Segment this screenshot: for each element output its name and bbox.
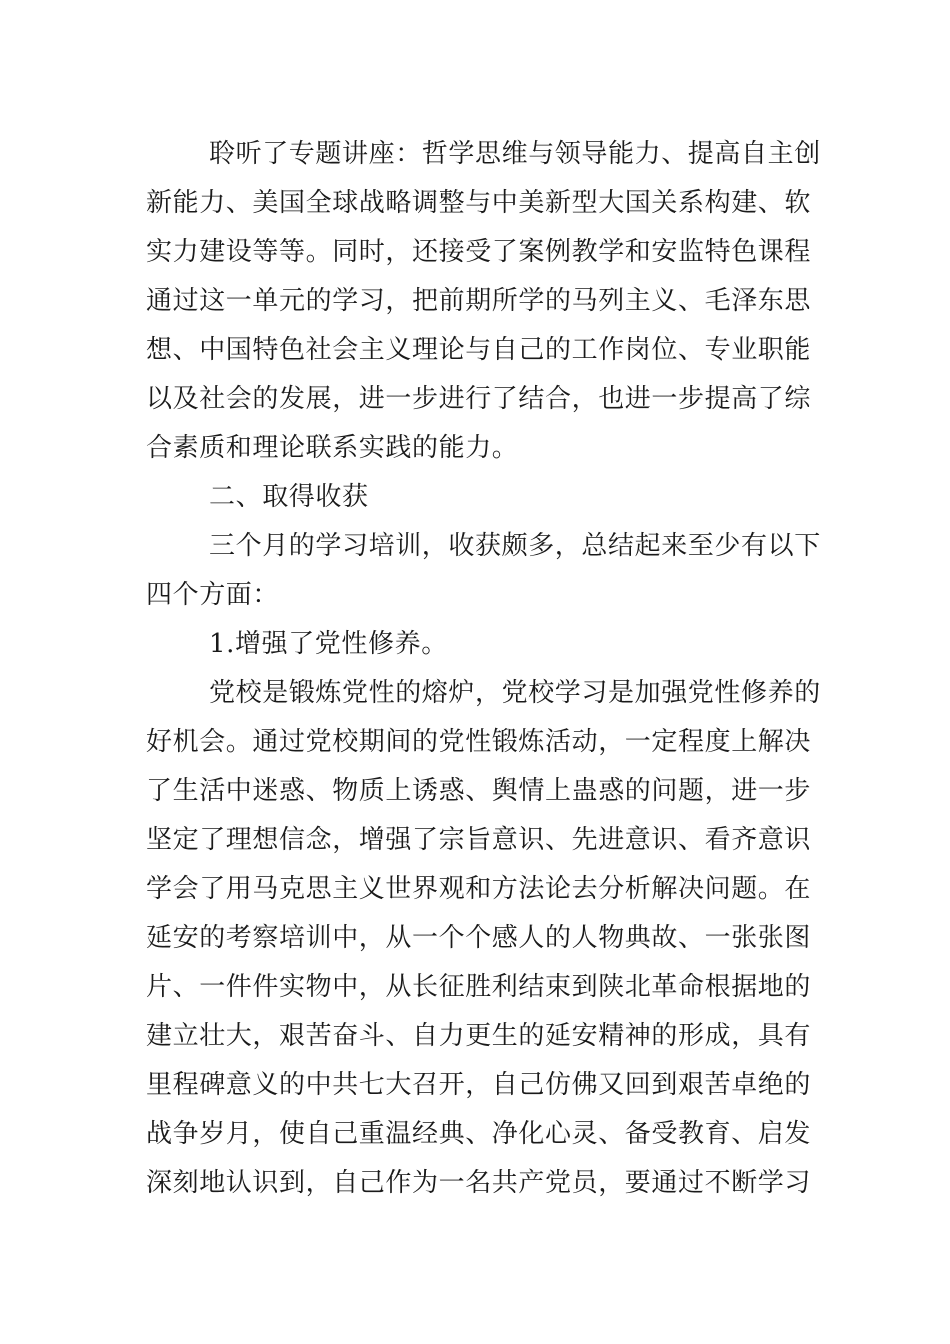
text-line: 新能力、美国全球战略调整与中美新型大国关系构建、软: [146, 188, 812, 218]
section-heading: 二、取得收获: [209, 482, 369, 512]
text-line: 里程碑意义的中共七大召开，自己仿佛又回到艰苦卓绝的: [146, 1070, 812, 1100]
text-line: 合素质和理论联系实践的能力。: [146, 433, 519, 463]
text-line: 党校是锻炼党性的熔炉，党校学习是加强党性修养的: [209, 678, 821, 708]
text-line: 通过这一单元的学习，把前期所学的马列主义、毛泽东思: [146, 286, 812, 316]
text-line: 建立壮大，艰苦奋斗、自力更生的延安精神的形成，具有: [146, 1021, 812, 1051]
text-line: 坚定了理想信念，增强了宗旨意识、先进意识、看齐意识: [146, 825, 812, 855]
text-line: 聆听了专题讲座：哲学思维与领导能力、提高自主创: [209, 139, 821, 169]
text-line: 延安的考察培训中，从一个个感人的人物典故、一张张图: [146, 923, 812, 953]
document-body: [146, 130, 821, 1208]
text-line: 好机会。通过党校期间的党性锻炼活动，一定程度上解决: [146, 727, 812, 757]
text-line: 以及社会的发展，进一步进行了结合，也进一步提高了综: [146, 384, 812, 414]
text-line: 片、一件件实物中，从长征胜利结束到陕北革命根据地的: [146, 972, 812, 1002]
text-line: 深刻地认识到，自己作为一名共产党员，要通过不断学习: [146, 1168, 812, 1198]
subsection-heading: 1.增强了党性修养。: [209, 629, 448, 659]
text-line: 学会了用马克思主义世界观和方法论去分析解决问题。在: [146, 874, 812, 904]
text-line: 想、中国特色社会主义理论与自己的工作岗位、专业职能: [146, 335, 812, 365]
text-line: 三个月的学习培训，收获颇多，总结起来至少有以下: [209, 531, 821, 561]
text-line: 四个方面：: [146, 580, 280, 610]
text-line: 了生活中迷惑、物质上诱惑、舆情上蛊惑的问题，进一步: [146, 776, 812, 806]
text-line: 战争岁月，使自己重温经典、净化心灵、备受教育、启发: [146, 1119, 812, 1149]
text-line: 实力建设等等。同时，还接受了案例教学和安监特色课程: [146, 237, 812, 267]
